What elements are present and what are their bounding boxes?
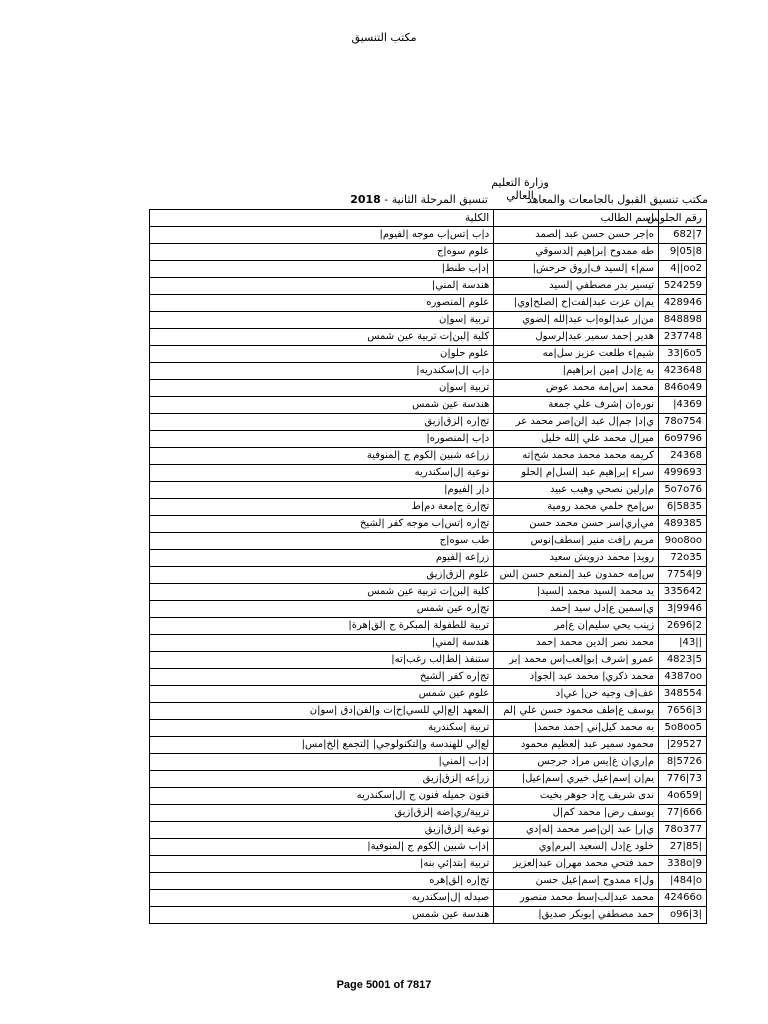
seat-number-cell: 848898 — [659, 312, 707, 329]
seat-number-cell: 78o377 — [659, 822, 707, 839]
student-name-cell: ي|سمين ع|دل سيد |حمد — [494, 601, 659, 618]
student-name-cell: محمد ذكري| محمد عبد |لجو|د — [494, 669, 659, 686]
college-cell: |د|ب طنط| — [150, 261, 494, 278]
seat-number-cell: 237748 — [659, 329, 707, 346]
table-row — [150, 244, 707, 261]
college-cell: علوم |لمنصوره — [150, 295, 494, 312]
round-year: 2018 — [350, 193, 381, 206]
college-cell: تج|ره |تس|ب موجه كفر |لشيخ — [150, 516, 494, 533]
college-cell: تج|ره |لزق|زيق — [150, 414, 494, 431]
table-row — [150, 686, 707, 703]
table-row — [150, 499, 707, 516]
student-name-cell: شيم|ء طلعت عزيز سل|مه — [494, 346, 659, 363]
seat-number-cell: 77|666 — [659, 805, 707, 822]
table-row — [150, 737, 707, 754]
college-cell: تج|ره عين شمس — [150, 601, 494, 618]
table-row — [150, 261, 707, 278]
college-cell: فنون جميله فنون ج |ل|سكندريه — [150, 788, 494, 805]
college-cell: زر|عه |لزق|زيق — [150, 771, 494, 788]
college-cell: هندسة عين شمس — [150, 907, 494, 924]
seat-number-cell: 2696|2 — [659, 618, 707, 635]
table-row — [150, 618, 707, 635]
college-cell: هندسة |لمني| — [150, 278, 494, 295]
student-name-cell: يوسف رض| محمد كم|ل — [494, 805, 659, 822]
seat-number-cell: 9|05|8 — [659, 244, 707, 261]
table-row — [150, 788, 707, 805]
table-row — [150, 346, 707, 363]
seat-number-cell: 489385 — [659, 516, 707, 533]
college-cell: علوم سوه|ج — [150, 244, 494, 261]
seat-number-cell: 33|6o5 — [659, 346, 707, 363]
table-row — [150, 635, 707, 652]
table-row — [150, 601, 707, 618]
table-row — [150, 890, 707, 907]
seat-number-cell: 335642 — [659, 584, 707, 601]
student-name-cell: يوسف ع|طف محمود حسن علي |لم — [494, 703, 659, 720]
table-row — [150, 448, 707, 465]
college-cell: علوم |لزق|زيق — [150, 567, 494, 584]
table-row — [150, 584, 707, 601]
student-name-cell: ي|ر| عبد |لن|صر محمد |له|دي — [494, 822, 659, 839]
seat-number-cell: 4823|5 — [659, 652, 707, 669]
table-row — [150, 856, 707, 873]
table-row — [150, 822, 707, 839]
table-row — [150, 703, 707, 720]
college-cell: تج|ره كفر |لشيخ — [150, 669, 494, 686]
student-name-cell: يه محمد كيل|ني |حمد محمد| — [494, 720, 659, 737]
table-row — [150, 329, 707, 346]
college-cell: د|ر |لفيوم| — [150, 482, 494, 499]
seat-number-cell: 9oo8oo — [659, 533, 707, 550]
college-cell: زر|عه شبين |لكوم ج |لمنوفية — [150, 448, 494, 465]
student-name-cell: يد محمد |لسيد محمد |لسيد| — [494, 584, 659, 601]
college-cell: صيدله |ل|سكندريه — [150, 890, 494, 907]
seat-number-cell: o96|3| — [659, 907, 707, 924]
seat-number-cell: 3|9946 — [659, 601, 707, 618]
seat-number-cell: 338o|9 — [659, 856, 707, 873]
student-name-cell: ه|جر حسن حسن عبد |لصمد — [494, 227, 659, 244]
seat-number-cell: 6|5835 — [659, 499, 707, 516]
college-cell: تربية |سو|ن — [150, 380, 494, 397]
college-cell: طب سوه|ج — [150, 533, 494, 550]
table-row — [150, 516, 707, 533]
seat-number-cell: |4369 — [659, 397, 707, 414]
college-cell: علوم عين شمس — [150, 686, 494, 703]
student-name-cell: محمد |س|مه محمد عوض — [494, 380, 659, 397]
college-cell: د|ب |لمنصوره| — [150, 431, 494, 448]
seat-number-cell: 5o7o76 — [659, 482, 707, 499]
seat-number-cell: 4||oo2 — [659, 261, 707, 278]
student-name-cell: نوره|ن |شرف علي جمعة — [494, 397, 659, 414]
student-name-cell: تيسير بدر مصطفي |لسيد — [494, 278, 659, 295]
college-cell: تج|ره |لق|هره — [150, 873, 494, 890]
seat-number-cell: 8|5726 — [659, 754, 707, 771]
page-header-title: مكتب التنسيق — [351, 31, 417, 44]
college-cell: هندسة |لمني| — [150, 635, 494, 652]
seat-number-cell: |484|o — [659, 873, 707, 890]
college-cell: علوم حلو|ن — [150, 346, 494, 363]
table-row — [150, 312, 707, 329]
seat-number-cell: 499693 — [659, 465, 707, 482]
table-row — [150, 652, 707, 669]
table-row — [150, 414, 707, 431]
college-cell: تج|رة ج|معة دم|ط — [150, 499, 494, 516]
table-row — [150, 669, 707, 686]
table-row — [150, 873, 707, 890]
table-row — [150, 839, 707, 856]
table-row — [150, 720, 707, 737]
college-cell: |لمعهد |لع|لي للسي|ح|ت و|لفن|دق |سو|ن — [150, 703, 494, 720]
college-cell: |د|ب |لمني| — [150, 754, 494, 771]
table-row — [150, 363, 707, 380]
round-label: تنسيق المرحلة الثانية - — [380, 193, 488, 206]
seat-number-header: رقم الجلوس — [659, 210, 707, 227]
table-row — [150, 278, 707, 295]
seat-number-cell: 776|73 — [659, 771, 707, 788]
seat-number-cell: 4387oo — [659, 669, 707, 686]
table-row — [150, 907, 707, 924]
college-cell: |د|ب شبين |لكوم ج |لمنوفية| — [150, 839, 494, 856]
student-name-cell: س|مه حمدون عبد |لمنعم حسن |لس — [494, 567, 659, 584]
student-name-cell: س|مح حلمي محمد رومية — [494, 499, 659, 516]
student-name-cell: خلود ع|دل |لسعيد |لبرم|وي — [494, 839, 659, 856]
college-cell: تربية |بتد|ئي بنه| — [150, 856, 494, 873]
office-name: مكتب تنسيق القبول بالجامعات والمعاهد — [526, 193, 708, 206]
student-name-cell: حمد فتحي محمد مهر|ن عبد|لعزيز — [494, 856, 659, 873]
seat-number-cell: 72o35 — [659, 550, 707, 567]
student-name-cell: ي|د| جم|ل عبد |لن|صر محمد عر — [494, 414, 659, 431]
student-name-cell: هدير |حمد سمير عبد|لرسول — [494, 329, 659, 346]
student-name-cell: يم|ن عزت عبد|لفت|ح |لصلح|وي| — [494, 295, 659, 312]
seat-number-cell: 524259 — [659, 278, 707, 295]
seat-number-cell: 348554 — [659, 686, 707, 703]
table-row — [150, 227, 707, 244]
table-row — [150, 431, 707, 448]
seat-number-cell: |43|| — [659, 635, 707, 652]
seat-number-cell: 78o754 — [659, 414, 707, 431]
student-name-cell: ول|ء ممدوح |سم|عيل حسن — [494, 873, 659, 890]
seat-number-cell: 846o49 — [659, 380, 707, 397]
table-row — [150, 754, 707, 771]
college-cell: هندسة عين شمس — [150, 397, 494, 414]
admissions-table — [149, 209, 707, 924]
seat-number-cell: 6o9796 — [659, 431, 707, 448]
student-name-cell: من|ر عبد|لوه|ب عبد|لله |لضوي — [494, 312, 659, 329]
table-row — [150, 397, 707, 414]
table-row — [150, 380, 707, 397]
college-cell: د|ب |ل|سكندريه| — [150, 363, 494, 380]
student-name-header: اسم الطالب — [494, 210, 659, 227]
student-name-cell: يه ع|دل |مين |بر|هيم| — [494, 363, 659, 380]
student-name-cell: كريمه محمد محمد محمد شح|ته — [494, 448, 659, 465]
seat-number-cell: 423648 — [659, 363, 707, 380]
student-name-cell: محمد عبد|لب|سط محمد منصور — [494, 890, 659, 907]
seat-number-cell: 7656|3 — [659, 703, 707, 720]
document-subheading — [150, 193, 708, 209]
seat-number-cell: 7754|9 — [659, 567, 707, 584]
seat-number-cell: 27|85| — [659, 839, 707, 856]
college-cell: تربية للطفولة |لمبكرة ج |لق|هرة| — [150, 618, 494, 635]
student-name-cell: م|رلين نصحي وهيب عبيد — [494, 482, 659, 499]
student-name-cell: عف|ف وجيه حن| عي|د — [494, 686, 659, 703]
student-name-cell: م|ري|ن غ|يس مر|د جرجس — [494, 754, 659, 771]
college-header: الكلية — [150, 210, 494, 227]
student-name-cell: مريم ر|فت منير |سطف|نوس — [494, 533, 659, 550]
college-cell: زر|عه |لفيوم — [150, 550, 494, 567]
college-cell: تربية |سو|ن — [150, 312, 494, 329]
table-header-row — [150, 210, 707, 227]
seat-number-cell: 24368 — [659, 448, 707, 465]
student-name-cell: محمود سمير عبد |لعظيم محمود — [494, 737, 659, 754]
seat-number-cell: 4o659| — [659, 788, 707, 805]
table-row — [150, 771, 707, 788]
table-row — [150, 805, 707, 822]
student-name-cell: عمرو |شرف |بو|لعب|س محمد |بر — [494, 652, 659, 669]
student-name-cell: مير|ل محمد علي |لله خليل — [494, 431, 659, 448]
table-row — [150, 533, 707, 550]
seat-number-cell: 428946 — [659, 295, 707, 312]
college-cell: نوعية |لزق|زيق — [150, 822, 494, 839]
student-name-cell: سر|ء |بر|هيم عبد |لسل|م |لحلو — [494, 465, 659, 482]
student-name-cell: محمد نصر |لدين محمد |حمد — [494, 635, 659, 652]
student-name-cell: طه ممدوح |بر|هيم |لدسوقي — [494, 244, 659, 261]
college-cell: د|ب |تس|ب موجه |لفيوم| — [150, 227, 494, 244]
student-name-cell: رويد| محمد درويش سعيد — [494, 550, 659, 567]
seat-number-cell: 42466o — [659, 890, 707, 907]
table-row — [150, 482, 707, 499]
college-cell: تربية |سكندرية — [150, 720, 494, 737]
ministry-name: وزارة التعليم العالي — [491, 176, 549, 202]
seat-number-cell: |29527 — [659, 737, 707, 754]
table-row — [150, 295, 707, 312]
student-name-cell: مي|ري|سر حسن محمد حسن — [494, 516, 659, 533]
table-row — [150, 567, 707, 584]
table-row — [150, 550, 707, 567]
student-name-cell: سم|ء |لسيد ف|روق حرحش| — [494, 261, 659, 278]
college-cell: ستنفذ |لط|لب رغب|ته| — [150, 652, 494, 669]
seat-number-cell: 5o8oo5 — [659, 720, 707, 737]
table-row — [150, 465, 707, 482]
page-number: Page 5001 of 7817 — [336, 979, 432, 991]
college-cell: كلية |لبن|ت تربية عين شمس — [150, 329, 494, 346]
student-name-cell: يم|ن |سم|عيل خيري |سم|عيل| — [494, 771, 659, 788]
college-cell: كلية |لبن|ت تربية عين شمس — [150, 584, 494, 601]
college-cell: تربية/ري|ضه |لزق|زيق — [150, 805, 494, 822]
college-cell: لع|لي للهندسة و|لتكنولوجي| |لتجمع |لخ|مس| — [150, 737, 494, 754]
student-name-cell: ندى شريف ج|د جوهر بخيت — [494, 788, 659, 805]
college-cell: نوعية |ل|سكندريه — [150, 465, 494, 482]
table-body — [150, 227, 707, 924]
student-name-cell: حمد مصطفي |بوبكر صديق| — [494, 907, 659, 924]
seat-number-cell: 682|7 — [659, 227, 707, 244]
student-name-cell: زينب يحي سليم|ن ع|مر — [494, 618, 659, 635]
round-title — [350, 193, 488, 206]
